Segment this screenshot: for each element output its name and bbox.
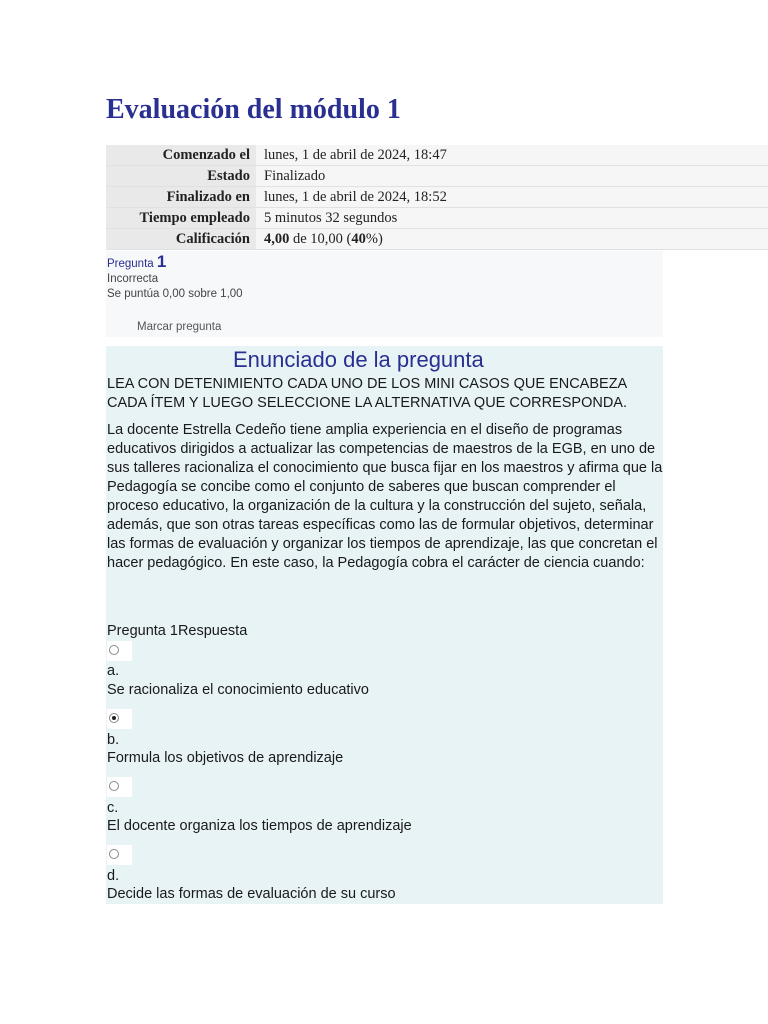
option-c-radio[interactable] xyxy=(109,781,119,791)
attempt-summary-table xyxy=(106,145,768,250)
summary-label: Comenzado el xyxy=(106,145,256,166)
option-d-text[interactable]: Decide las formas de evaluación de su curso xyxy=(107,886,396,902)
summary-row-finished xyxy=(106,187,768,208)
question-info-panel xyxy=(106,251,663,337)
summary-value: lunes, 1 de abril de 2024, 18:47 xyxy=(256,145,768,166)
option-a-box xyxy=(107,641,132,661)
question-intro: LEA CON DETENIMIENTO CADA UNO DE LOS MINI CASOS QUE ENCABEZA CADA ÍTEM Y LUEGO SELECCIONE LA ALTERNATIVA QUE CORRESPONDA. xyxy=(107,376,627,411)
grade-percent: 40 xyxy=(351,231,366,247)
summary-value: 5 minutos 32 segundos xyxy=(256,208,768,229)
flag-question-link[interactable]: Marcar pregunta xyxy=(137,321,222,333)
summary-value: lunes, 1 de abril de 2024, 18:52 xyxy=(256,187,768,208)
option-b-text[interactable]: Formula los objetivos de aprendizaje xyxy=(107,750,344,766)
grade-value xyxy=(256,229,768,250)
question-grade: Se puntúa 0,00 sobre 1,00 xyxy=(107,288,243,300)
question-number xyxy=(107,252,166,272)
option-a-radio[interactable] xyxy=(109,645,119,655)
option-c-box xyxy=(107,777,132,797)
summary-row-grade xyxy=(106,229,768,250)
option-d-radio[interactable] xyxy=(109,849,119,859)
question-case-text: La docente Estrella Cedeño tiene amplia experiencia en el diseño de programas educativos dirigidos a actualizar las competencias de maestros de la EGB, en uno de sus talleres racionaliza el conocimiento que busca fijar en los maestros y afirma que la Pedagogía se concibe como el conjunto de saberes que buscan comprender el proceso educativo, la organización de la cultura y la construcción del sujeto, señala, además, que son otras tareas específicas como las de formular objetivos, determinar las formas de evaluación y organizar los tiempos de aprendizaje, las que concretan el hacer pedagógico. En este caso, la Pedagogía cobra el carácter de ciencia cuando: xyxy=(107,422,663,571)
summary-row-state xyxy=(106,166,768,187)
summary-label: Estado xyxy=(106,166,256,187)
summary-value: Finalizado xyxy=(256,166,768,187)
summary-row-started xyxy=(106,145,768,166)
question-state: Incorrecta xyxy=(107,273,159,285)
question-number-prefix: Pregunta xyxy=(107,258,157,270)
option-c-letter: c. xyxy=(107,800,119,816)
option-d-box xyxy=(107,845,132,865)
summary-row-time-taken xyxy=(106,208,768,229)
summary-label: Calificación xyxy=(106,229,256,250)
question-number-value: 1 xyxy=(156,252,167,271)
grade-of-text: de 10,00 ( xyxy=(289,231,352,247)
option-b-letter: b. xyxy=(107,732,120,748)
option-c-text[interactable]: El docente organiza los tiempos de aprendizaje xyxy=(107,818,412,834)
option-a-text[interactable]: Se racionaliza el conocimiento educativo xyxy=(107,682,369,698)
grade-close: %) xyxy=(365,231,383,247)
option-d-letter: d. xyxy=(107,868,120,884)
summary-label: Finalizado en xyxy=(106,187,256,208)
question-content xyxy=(106,346,663,904)
option-b-radio[interactable] xyxy=(109,713,119,723)
page-title: Evaluación del módulo 1 xyxy=(106,94,401,125)
question-heading: Enunciado de la pregunta xyxy=(233,347,484,372)
grade-score: 4,00 xyxy=(264,231,290,247)
option-b-box xyxy=(107,709,132,729)
option-a-letter: a. xyxy=(107,663,120,679)
summary-label: Tiempo empleado xyxy=(106,208,256,229)
answer-label: Pregunta 1Respuesta xyxy=(107,623,248,639)
